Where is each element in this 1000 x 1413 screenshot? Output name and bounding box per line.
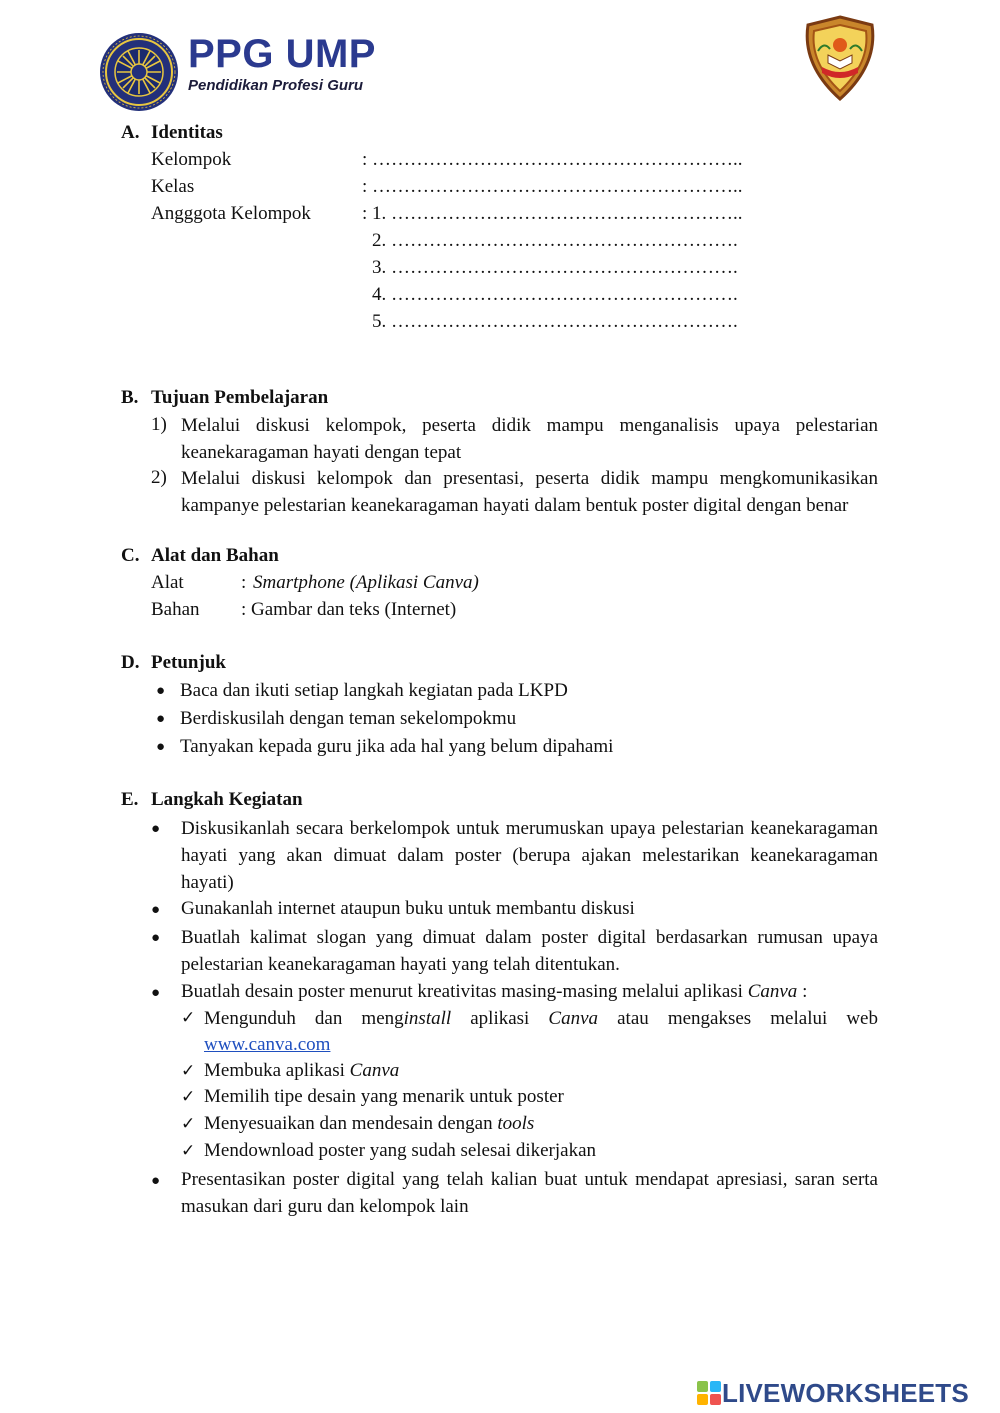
langkah-item-2: Gunakanlah internet ataupun buku untuk membantu diskusi	[181, 898, 635, 919]
section-b-heading: Tujuan Pembelajaran	[151, 387, 329, 408]
header-title: PPG UMP	[188, 32, 376, 76]
check-icon: ✓	[181, 1087, 196, 1106]
anggota-field-2: 2. ……………………………………………….	[372, 230, 738, 251]
section-e-letter: E.	[121, 789, 139, 810]
section-a-letter: A.	[121, 122, 140, 143]
tujuan-num-2: 2)	[151, 467, 167, 488]
section-c-heading: Alat dan Bahan	[151, 545, 279, 566]
sub-step-4	[204, 1111, 534, 1137]
liveworksheets-watermark: LIVEWORKSHEETS	[722, 1378, 969, 1408]
header-subtitle: Pendidikan Profesi Guru	[188, 77, 364, 94]
section-a-heading: Identitas	[151, 122, 223, 143]
canva-link[interactable]: www.canva.com	[204, 1034, 331, 1055]
section-b-letter: B.	[121, 387, 139, 408]
sub-step-1	[204, 1005, 878, 1032]
kelompok-field: : …………………………………………………..	[362, 149, 743, 170]
petunjuk-item-2: Berdiskusilah dengan teman sekelompokmu	[180, 708, 517, 729]
tujuan-num-1: 1)	[151, 414, 167, 435]
tujuan-text-1: Melalui diskusi kelompok, peserta didik mampu menganalisis upaya pelestarian keanekaragaman hayati dengan tepat	[181, 415, 878, 463]
section-e-heading: Langkah Kegiatan	[151, 789, 303, 810]
anggota-field-1: : 1. ………………………………………………..	[362, 203, 743, 224]
liveworksheets-logo-icon	[697, 1381, 721, 1405]
bahan-label: Bahan	[151, 599, 200, 620]
langkah-item-5: Presentasikan poster digital yang telah kalian buat untuk mendapat apresiasi, saran serta masukan dari guru dan kelompok lain	[181, 1169, 878, 1217]
check-icon: ✓	[181, 1114, 196, 1133]
langkah-item-4	[181, 979, 807, 1005]
bullet-icon: ●	[151, 985, 161, 1001]
sub-step-2	[204, 1058, 399, 1084]
petunjuk-item-1: Baca dan ikuti setiap langkah kegiatan pada LKPD	[180, 680, 568, 701]
anggota-field-4: 4. ……………………………………………….	[372, 284, 738, 305]
alat-separator: :	[241, 572, 247, 593]
bullet-icon: ●	[156, 711, 166, 727]
canva-link-wrapper	[204, 1032, 330, 1058]
langkah-item-4-app: Canva	[747, 981, 798, 1002]
alat-label: Alat	[151, 572, 184, 593]
section-d-letter: D.	[121, 652, 140, 673]
sub-step-1-e: atau mengakses melalui web	[598, 1008, 878, 1029]
sub-step-1-d: Canva	[548, 1008, 599, 1029]
anggota-field-5: 5. ……………………………………………….	[372, 311, 738, 332]
langkah-item-3: Buatlah kalimat slogan yang dimuat dalam poster digital berdasarkan rumusan upaya pelestarian keanekaragaman hayati yang telah ditentukan.	[181, 927, 878, 975]
sub-step-4-a: Menyesuaikan dan mendesain dengan	[204, 1113, 498, 1134]
kelas-field: : …………………………………………………..	[362, 176, 743, 197]
kelompok-label: Kelompok	[151, 149, 232, 170]
bullet-icon: ●	[151, 902, 161, 918]
sub-step-3: Memilih tipe desain yang menarik untuk poster	[204, 1086, 564, 1107]
section-c-letter: C.	[121, 545, 140, 566]
anggota-label: Angggota Kelompok	[151, 203, 311, 224]
langkah-item-4-colon: :	[797, 981, 808, 1002]
sub-step-4-b: tools	[497, 1113, 535, 1134]
sub-step-2-b: Canva	[349, 1060, 400, 1081]
check-icon: ✓	[181, 1008, 196, 1027]
sub-step-5: Mendownload poster yang sudah selesai dikerjakan	[204, 1140, 597, 1161]
alat-value: Smartphone (Aplikasi Canva)	[253, 572, 479, 593]
bullet-icon: ●	[151, 1173, 161, 1189]
kelas-label: Kelas	[151, 176, 195, 197]
sub-step-1-a: Mengunduh dan meng	[204, 1008, 404, 1029]
anggota-field-3: 3. ……………………………………………….	[372, 257, 738, 278]
bahan-value: : Gambar dan teks (Internet)	[241, 599, 457, 620]
ump-university-seal	[99, 32, 179, 112]
bullet-icon: ●	[151, 821, 161, 837]
bullet-icon: ●	[156, 739, 166, 755]
tujuan-text-2: Melalui diskusi kelompok dan presentasi, peserta didik mampu mengkomunikasikan kampanye pelestarian keanekaragaman hayati dalam bentuk poster digital dengan benar	[181, 468, 878, 516]
institution-shield-logo	[800, 15, 880, 101]
bullet-icon: ●	[151, 930, 161, 946]
sub-step-1-b: install	[403, 1008, 452, 1029]
sub-step-2-a: Membuka aplikasi	[204, 1060, 350, 1081]
check-icon: ✓	[181, 1061, 196, 1080]
langkah-item-4-text: Buatlah desain poster menurut kreativitas masing-masing melalui aplikasi	[181, 981, 743, 1002]
petunjuk-item-3: Tanyakan kepada guru jika ada hal yang belum dipahami	[180, 736, 614, 757]
bullet-icon: ●	[156, 683, 166, 699]
sub-step-1-c: aplikasi	[451, 1008, 549, 1029]
langkah-item-1: Diskusikanlah secara berkelompok untuk merumuskan upaya pelestarian keanekaragaman hayati yang akan dimuat dalam poster (berupa ajakan melestarikan keanekaragaman hayati)	[181, 818, 878, 893]
section-d-heading: Petunjuk	[151, 652, 226, 673]
check-icon: ✓	[181, 1141, 196, 1160]
